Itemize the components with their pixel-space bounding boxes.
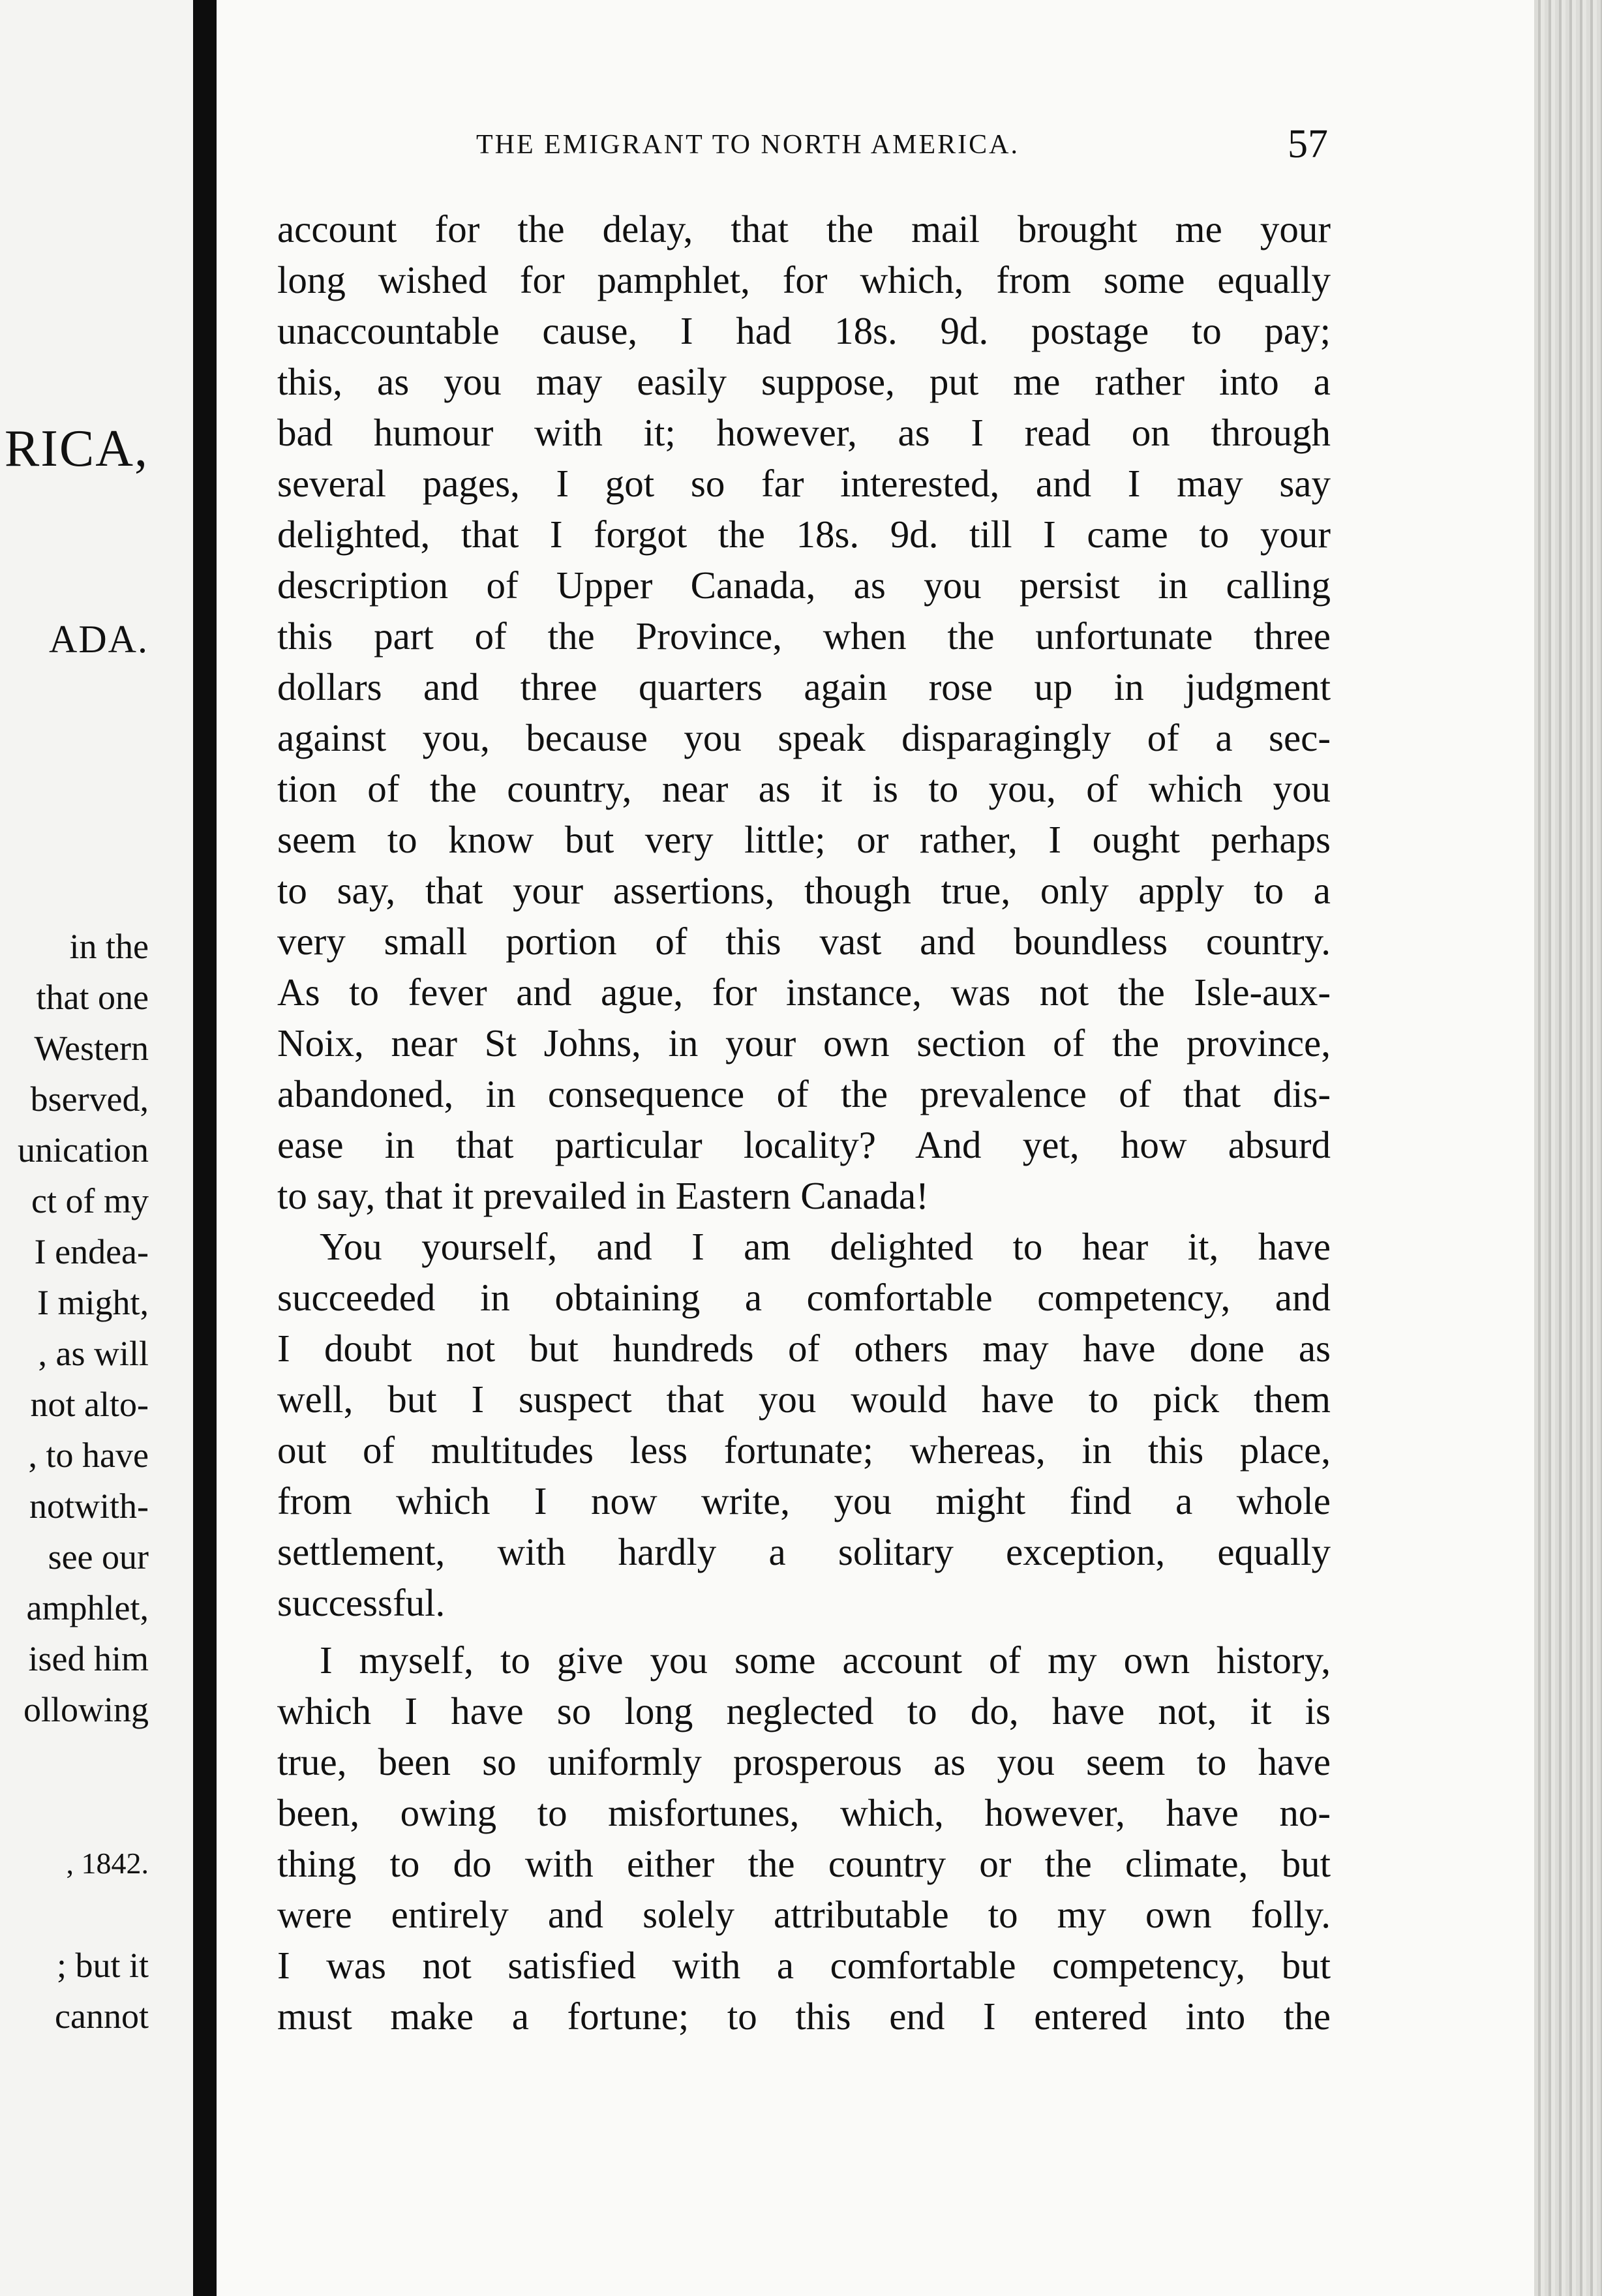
text-line: against you, because you speak disparagingly of a sec- bbox=[277, 716, 1331, 759]
text-line: I was not satisfied with a comfortable competency, but bbox=[277, 1944, 1331, 1987]
text-line: dollars and three quarters again rose up in judgment bbox=[277, 665, 1331, 708]
text-line: must make a fortune; to this end I entered into the bbox=[277, 1995, 1331, 2038]
text-line: been, owing to misfortunes, which, however, have no- bbox=[277, 1791, 1331, 1834]
left-page-fragment: I might, bbox=[37, 1283, 149, 1322]
left-page-fragment: , as will bbox=[38, 1334, 149, 1373]
text-line: abandoned, in consequence of the prevalence of that dis- bbox=[277, 1072, 1331, 1115]
left-page-fragment: not alto- bbox=[30, 1385, 149, 1424]
text-line: As to fever and ague, for instance, was not the Isle-aux- bbox=[277, 971, 1331, 1014]
page-edge-stack bbox=[1534, 0, 1602, 2296]
left-page-fragment: amphlet, bbox=[26, 1588, 149, 1627]
left-page-fragment: that one bbox=[36, 978, 149, 1017]
text-line: thing to do with either the country or the climate, but bbox=[277, 1842, 1331, 1885]
text-line: out of multitudes less fortunate; whereas, in this place, bbox=[277, 1428, 1331, 1472]
text-line: were entirely and solely attributable to my own folly. bbox=[277, 1893, 1331, 1936]
text-line: from which I now write, you might find a whole bbox=[277, 1479, 1331, 1522]
left-page-fragment: , to have bbox=[28, 1436, 149, 1475]
text-line: I myself, to give you some account of my own history, bbox=[320, 1639, 1331, 1682]
left-page-fragment: see our bbox=[48, 1537, 149, 1577]
text-line: seem to know but very little; or rather, I ought perhaps bbox=[277, 818, 1331, 861]
left-page-fragment: Western bbox=[34, 1029, 149, 1068]
text-line: to say, that it prevailed in Eastern Canada! bbox=[277, 1174, 929, 1217]
page-number: 57 bbox=[1288, 122, 1328, 166]
text-line: account for the delay, that the mail brought me your bbox=[277, 207, 1331, 250]
text-line: to say, that your assertions, though true, only apply to a bbox=[277, 869, 1331, 912]
left-page-fragment: notwith- bbox=[29, 1487, 149, 1526]
text-line: tion of the country, near as it is to you, of which you bbox=[277, 767, 1331, 810]
left-page bbox=[0, 0, 193, 2296]
text-line: unaccountable cause, I had 18s. 9d. postage to pay; bbox=[277, 309, 1331, 352]
book-gutter bbox=[193, 0, 217, 2296]
text-line: well, but I suspect that you would have to pick them bbox=[277, 1378, 1331, 1421]
left-page-fragment: ised him bbox=[28, 1639, 149, 1678]
running-head: THE EMIGRANT TO NORTH AMERICA. bbox=[476, 130, 1020, 160]
text-line: which I have so long neglected to do, have not, it is bbox=[277, 1689, 1331, 1732]
left-page-fragment: ollowing bbox=[23, 1690, 149, 1729]
text-line: successful. bbox=[277, 1581, 446, 1624]
left-page-fragment: ct of my bbox=[31, 1181, 149, 1220]
text-line: this part of the Province, when the unfortunate three bbox=[277, 614, 1331, 657]
text-line: description of Upper Canada, as you persist in calling bbox=[277, 564, 1331, 607]
left-page-fragment: bserved, bbox=[30, 1080, 149, 1119]
left-page-fragment: in the bbox=[69, 927, 149, 966]
text-line: ease in that particular locality? And yet, how absurd bbox=[277, 1123, 1331, 1166]
left-page-fragment: , 1842. bbox=[66, 1847, 149, 1880]
text-line: very small portion of this vast and boundless country. bbox=[277, 920, 1331, 963]
text-line: several pages, I got so far interested, and I may say bbox=[277, 462, 1331, 505]
left-page-fragment: unication bbox=[18, 1130, 149, 1170]
text-line: bad humour with it; however, as I read on through bbox=[277, 411, 1331, 454]
left-page-fragment: ADA. bbox=[49, 618, 149, 661]
left-page-fragment: I endea- bbox=[34, 1232, 149, 1271]
left-page-fragment: cannot bbox=[55, 1997, 149, 2036]
text-line: succeeded in obtaining a comfortable competency, and bbox=[277, 1276, 1331, 1319]
left-page-fragment: RICA, bbox=[4, 420, 149, 477]
text-line: settlement, with hardly a solitary exception, equally bbox=[277, 1530, 1331, 1573]
left-page-fragment: ; but it bbox=[56, 1946, 149, 1985]
text-line: true, been so uniformly prosperous as you seem to have bbox=[277, 1740, 1331, 1783]
text-line: Noix, near St Johns, in your own section of the province, bbox=[277, 1021, 1331, 1065]
text-line: I doubt not but hundreds of others may have done as bbox=[277, 1327, 1331, 1370]
text-line: You yourself, and I am delighted to hear it, have bbox=[320, 1225, 1331, 1268]
text-line: long wished for pamphlet, for which, from some equally bbox=[277, 258, 1331, 301]
text-line: this, as you may easily suppose, put me rather into a bbox=[277, 360, 1331, 403]
text-line: delighted, that I forgot the 18s. 9d. till I came to your bbox=[277, 513, 1331, 556]
